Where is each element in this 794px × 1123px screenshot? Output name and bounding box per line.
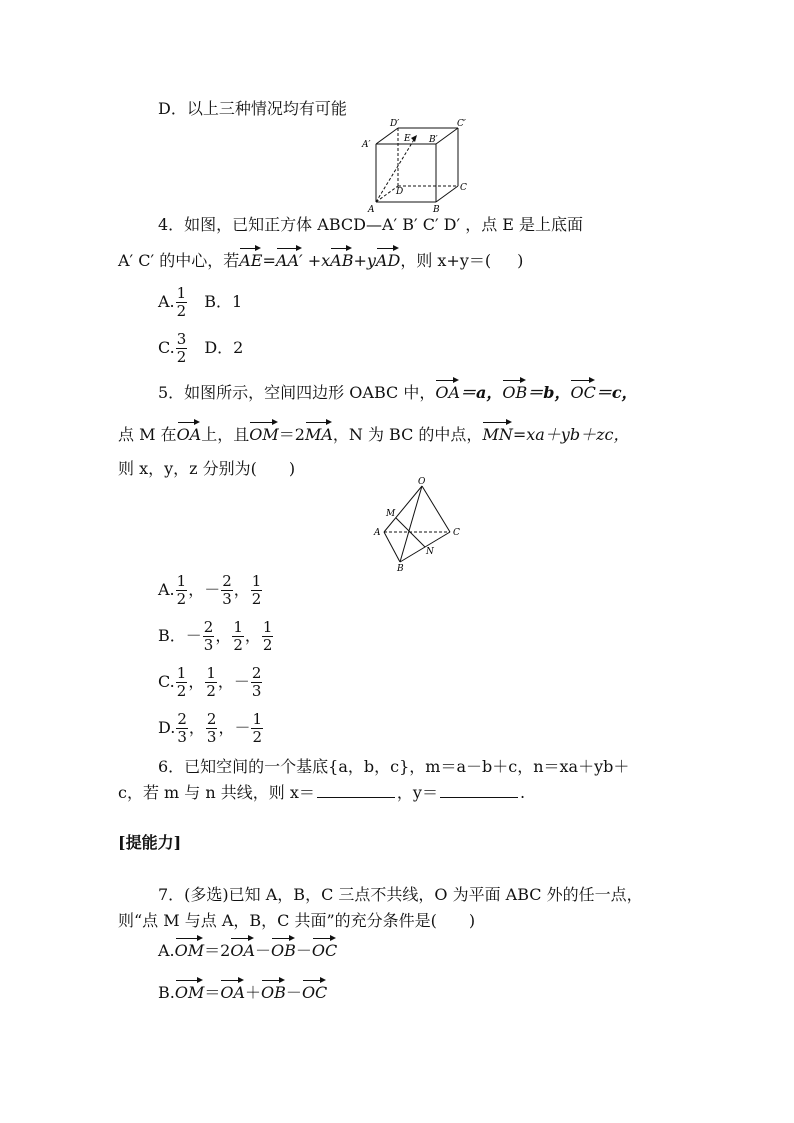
- fraction: $\frac{1}{2}$: [176, 664, 187, 700]
- fraction: $\frac{2}{3}$: [251, 664, 262, 700]
- vector-aa1: AA′: [275, 251, 303, 270]
- q5-option-a: A. $\frac{1}{2}$ ，－ $\frac{2}{3}$ ， $\frac{1}{2}$: [158, 572, 262, 608]
- fraction: $\frac{1}{2}$: [176, 572, 187, 608]
- vector-ae: AE: [239, 251, 263, 270]
- vector-oa: OA: [435, 383, 460, 402]
- fraction: $\frac{3}{2}$: [176, 330, 187, 366]
- q5-line1: 5．如图所示，空间四边形 OABC 中，OA＝a，OB＝b，OC＝c，: [158, 383, 638, 402]
- fraction: $\frac{2}{3}$: [177, 710, 187, 746]
- fraction: $\frac{1}{2}$: [206, 664, 216, 700]
- tetra-label-a: A: [374, 528, 381, 538]
- vector-ad: AD: [375, 251, 401, 270]
- fraction: $\frac{2}{3}$: [222, 572, 232, 608]
- q5-option-c: C. $\frac{1}{2}$ ， $\frac{1}{2}$ ，－ $\frac{2}{3}$: [158, 664, 262, 700]
- fraction: $\frac{1}{2}$: [176, 284, 187, 320]
- q7-line1: 7．(多选)已知 A，B，C 三点不共线，O 为平面 ABC 外的任一点，: [158, 885, 643, 904]
- q5-line2: 点 M 在OA上，且OM＝2MA，N 为 BC 的中点，MN=xa＋yb＋zc，: [118, 425, 630, 444]
- cube-hidden-edge: [376, 186, 398, 202]
- cube-label-d: D: [396, 187, 404, 197]
- q4-line2: A′ C′ 的中心，若AE=AA′ +xAB+yAD，则 x+y＝( ): [118, 251, 524, 270]
- cube-label-e: E: [404, 134, 411, 144]
- answer-blank-x[interactable]: [317, 797, 395, 798]
- tetra-label-c: C: [453, 528, 460, 538]
- q3-option-d: D．以上三种情况均有可能: [158, 99, 347, 118]
- tetra-edge-oc: [422, 486, 450, 532]
- vector-ob: OB: [261, 983, 286, 1002]
- vector-oa: OA: [220, 983, 246, 1002]
- cube-edge: [436, 186, 458, 202]
- tetra-label-n: N: [426, 547, 434, 557]
- cube-edge: [376, 128, 398, 144]
- tetra-label-m: M: [386, 509, 396, 519]
- q7-option-b: B.OM＝OA＋OB－OC: [158, 983, 328, 1002]
- vector-ob: OB: [502, 383, 528, 402]
- section-title: [提能力]: [118, 833, 182, 852]
- vector-oc: OC: [301, 983, 328, 1002]
- vector-mn: MN: [482, 425, 513, 444]
- fraction: $\frac{1}{2}$: [233, 618, 243, 654]
- vector-om: OM: [174, 983, 205, 1002]
- cube-figure: [360, 116, 480, 216]
- tetra-label-b: B: [397, 564, 404, 572]
- tetra-edge-ab: [384, 532, 400, 562]
- vector-om: OM: [174, 941, 205, 960]
- vector-oc: OC: [311, 941, 338, 960]
- cube-label-c1: C′: [457, 119, 466, 129]
- fraction: $\frac{1}{2}$: [252, 710, 263, 746]
- vector-oc: OC: [570, 383, 596, 402]
- vector-om: OM: [249, 425, 279, 444]
- answer-blank-y[interactable]: [440, 797, 518, 798]
- cube-label-b: B: [433, 205, 440, 215]
- vector-ma: MA: [304, 425, 333, 444]
- fraction: $\frac{2}{3}$: [203, 618, 214, 654]
- fraction: $\frac{1}{2}$: [251, 572, 262, 608]
- cube-label-a: A: [368, 205, 375, 215]
- cube-label-b1: B′: [429, 135, 438, 145]
- vector-oa: OA: [230, 941, 255, 960]
- q7-line2: 则“点 M 与点 A，B，C 共面”的充分条件是( ): [118, 911, 476, 930]
- q7-option-a: A.OM＝2OA－OB－OC: [158, 941, 338, 960]
- vector-oa: OA: [176, 425, 202, 444]
- q4-line1: 4．如图，已知正方体 ABCD—A′ B′ C′ D′ ，点 E 是上底面: [158, 215, 584, 234]
- cube-label-c: C: [460, 183, 467, 193]
- vector-ab: AB: [330, 251, 354, 270]
- q4-options-ab: A. $\frac{1}{2}$ B．1: [158, 284, 243, 320]
- fraction: $\frac{1}{2}$: [262, 618, 273, 654]
- q6-line2: c，若 m 与 n 共线，则 x＝ ，y＝ .: [118, 783, 526, 802]
- vector-ob: OB: [271, 941, 296, 960]
- q5-line3: 则 x，y，z 分别为( ): [118, 459, 296, 478]
- q5-option-b: B．－ $\frac{2}{3}$ ， $\frac{1}{2}$ ， $\frac{1}{2}$: [158, 618, 273, 654]
- tetra-label-o: O: [418, 477, 426, 487]
- q5-option-d: D. $\frac{2}{3}$ ， $\frac{2}{3}$ ，－ $\frac{1}{2}$: [158, 710, 263, 746]
- q4-options-cd: C. $\frac{3}{2}$ D．2: [158, 330, 244, 366]
- fraction: $\frac{2}{3}$: [206, 710, 217, 746]
- cube-label-d1: D′: [390, 119, 400, 129]
- q6-line1: 6．已知空间的一个基底{a，b，c}，m＝a－b＋c，n＝xa＋yb＋: [158, 757, 630, 776]
- tetrahedron-figure: [370, 476, 470, 572]
- cube-label-a1: A′: [362, 140, 371, 150]
- cube-edge: [436, 128, 458, 144]
- cube-vector-arrowhead: [411, 135, 417, 142]
